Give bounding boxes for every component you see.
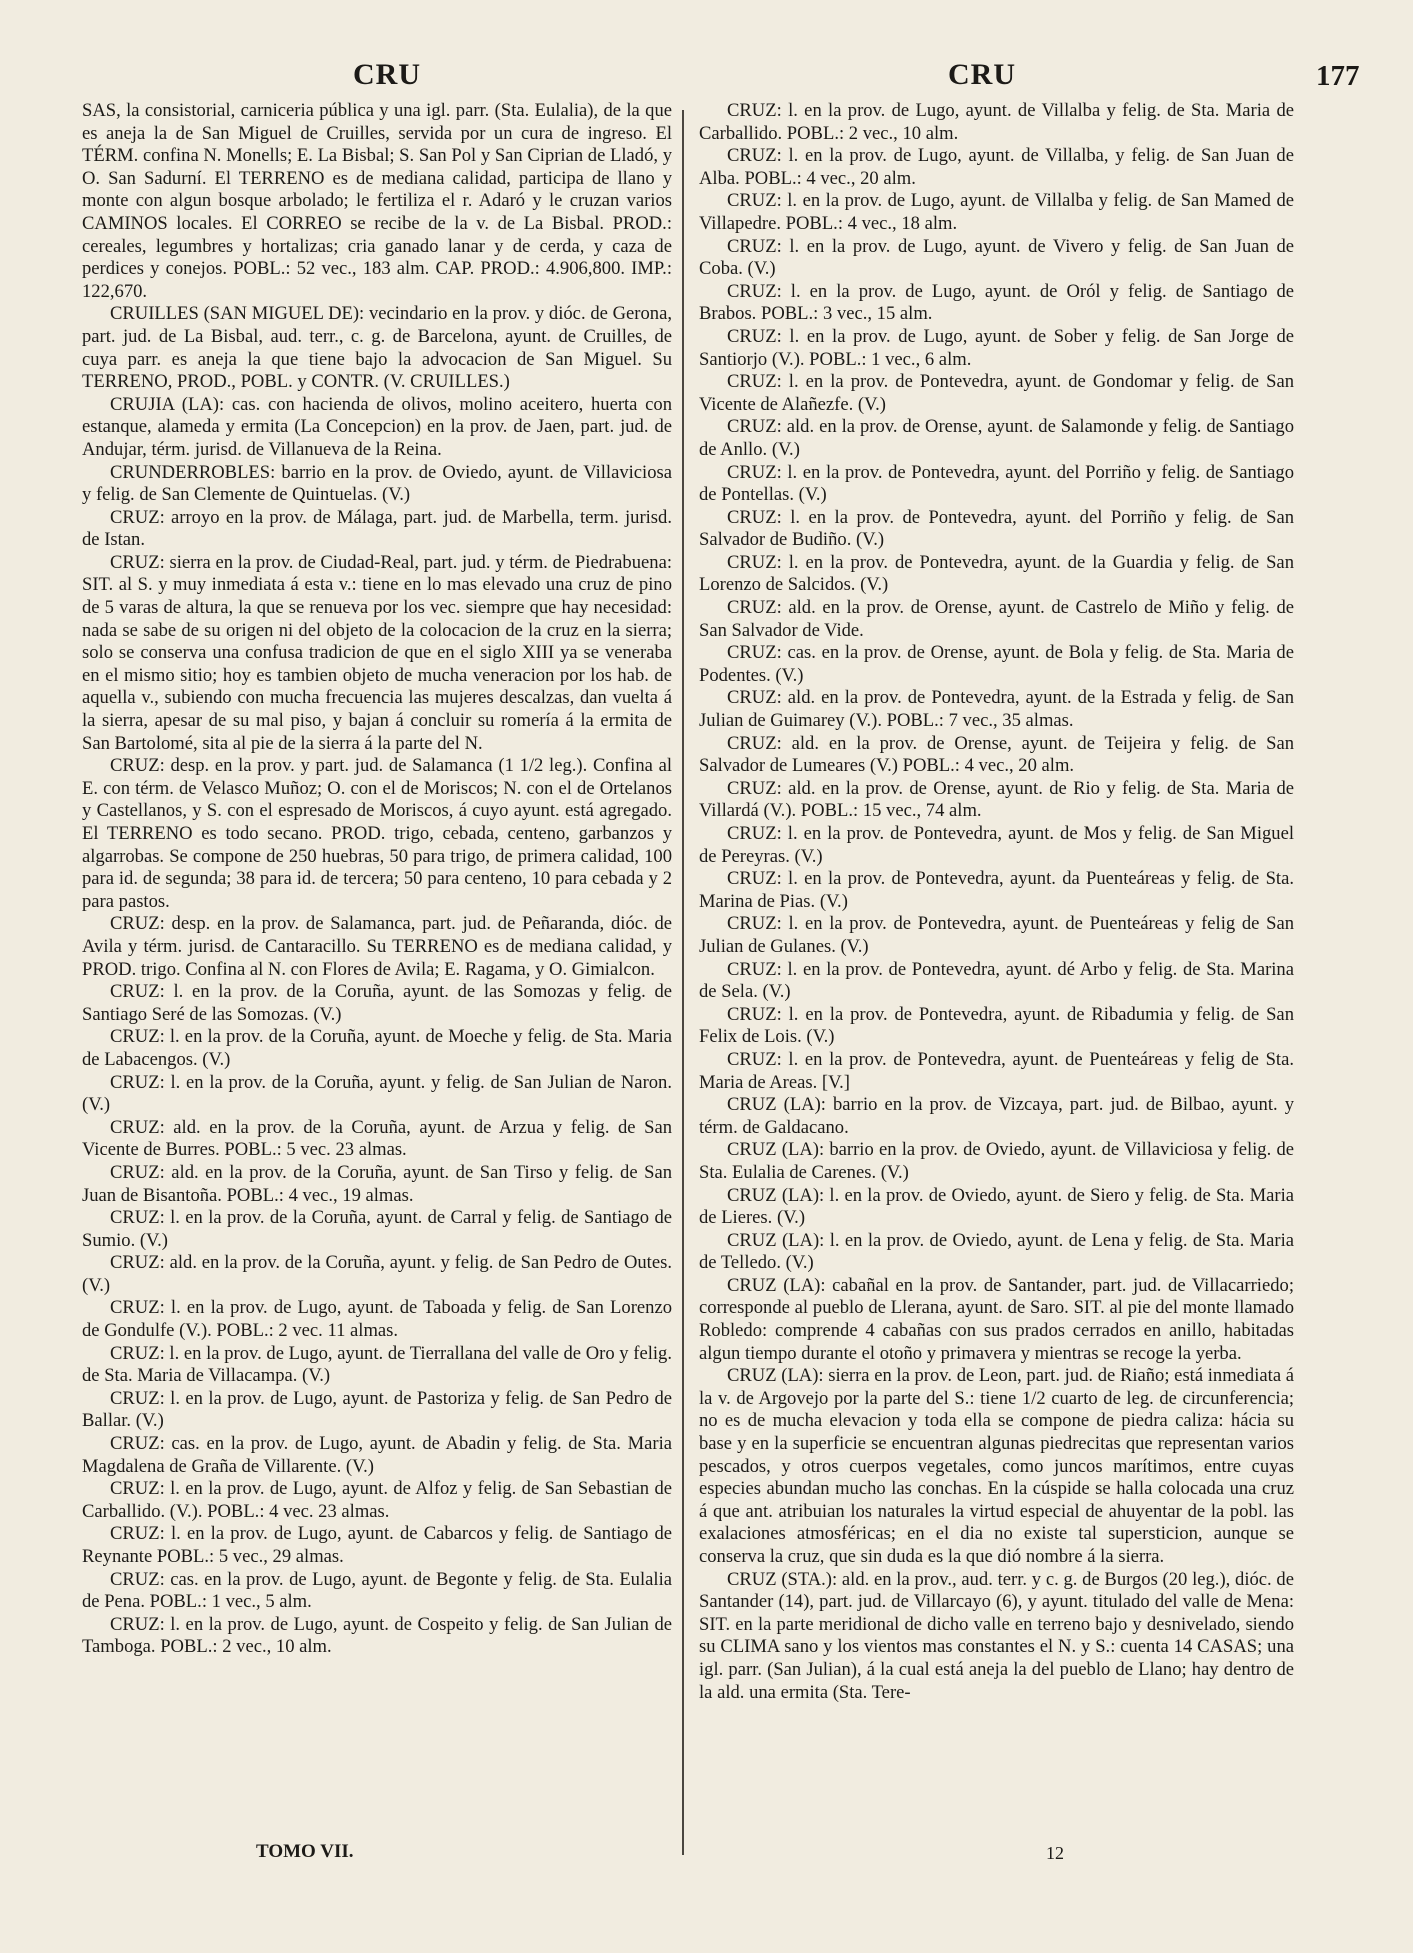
entry-paragraph: CRUZ: l. en la prov. de Pontevedra, ayunt. de Ribadumia y felig. de San Felix de Lois. (V.) <box>699 1003 1294 1048</box>
entry-paragraph: CRUZ (LA): barrio en la prov. de Vizcaya, part. jud. de Bilbao, ayunt. y térm. de Galdacano. <box>699 1094 1294 1138</box>
entry-paragraph: CRUJIA (LA): cas. con hacienda de olivos, molino aceitero, huerta con estanque, alameda y ermita (La Concepcion) en la prov. de Jaen, part. jud. de Andujar, térm. jurisd. de Villanueva de la Reina. <box>82 393 672 460</box>
entry-paragraph: CRUZ (LA): cabañal en la prov. de Santander, part. jud. de Villacarriedo; corresponde al pueblo de Llerana, ayunt. de Saro. SIT. al pie del monte llamado Robledo: comprende 4 cabañas con sus prados cerrados en anillo, habitadas algun tiempo durante el otoño y primavera y mientras se recoge la yerba. <box>699 1274 1294 1364</box>
entry-paragraph: CRUZ: l. en la prov. de la Coruña, ayunt. de Carral y felig. de Santiago de Sumio. (V.) <box>82 1207 672 1251</box>
running-head-left: CRU <box>353 58 421 91</box>
entry-paragraph: CRUNDERROBLES: barrio en la prov. de Oviedo, ayunt. de Villaviciosa y felig. de San Clemente de Quintuelas. (V.) <box>82 461 672 506</box>
entry-paragraph: CRUZ: cas. en la prov. de Lugo, ayunt. de Abadin y felig. de Sta. Maria Magdalena de Graña de Villarente. (V.) <box>82 1433 672 1477</box>
entry-paragraph: CRUZ: l. en la prov. de Lugo, ayunt. de Cabarcos y felig. de Santiago de Reynante POBL.: 5 vec., 29 almas. <box>82 1523 672 1567</box>
right-column <box>699 100 1294 1704</box>
entry-paragraph: CRUZ: ald. en la prov. de la Coruña, ayunt. y felig. de San Pedro de Outes. (V.) <box>82 1252 672 1296</box>
entry-paragraph: CRUZ: l. en la prov. de Lugo, ayunt. de Tierrallana del valle de Oro y felig. de Sta. Maria de Villacampa. (V.) <box>82 1342 672 1387</box>
entry-paragraph: CRUZ: desp. en la prov. y part. jud. de Salamanca (1 1/2 leg.). Confina al E. con térm. de Velasco Muñoz; O. con el de Moriscos; N. con el de Ortelanos y Castellanos, y S. con el espresado de Moriscos, á cuyo ayunt. está agregado. El TERRENO es todo secano. PROD. trigo, cebada, centeno, garbanzos y algarrobas. Se compone de 250 huebras, 50 para trigo, de primera calidad, 100 para id. de segunda; 38 para id. de tercera; 50 para centeno, 10 para cebada y 2 para pastos. <box>82 755 672 912</box>
entry-paragraph: CRUZ: arroyo en la prov. de Málaga, part. jud. de Marbella, term. jurisd. de Istan. <box>82 506 672 551</box>
entry-paragraph: CRUZ: l. en la prov. de la Coruña, ayunt. y felig. de San Julian de Naron. (V.) <box>82 1071 672 1116</box>
entry-paragraph: CRUZ: ald. en la prov. de Pontevedra, ayunt. de la Estrada y felig. de San Julian de Guimarey (V.). POBL.: 7 vec., 35 almas. <box>699 687 1294 732</box>
entry-paragraph: CRUZ: l. en la prov. de Pontevedra, ayunt. dé Arbo y felig. de Sta. Marina de Sela. (V.) <box>699 958 1294 1003</box>
entry-paragraph: SAS, la consistorial, carniceria pública y una igl. parr. (Sta. Eulalia), de la que es aneja la de San Miguel de Cruilles, servida por un cura de ingreso. El TÉRM. confina N. Monells; E. La Bisbal; S. San Pol y San Ciprian de Lladó, y O. San Sadurní. El TERRENO es de mediana calidad, participa de llano y monte con algun bosque arbolado; le fertiliza el r. Adaró y le cruzan varios CAMINOS locales. El CORREO se recibe de la v. de La Bisbal. PROD.: cereales, legumbres y hortalizas; cria ganado lanar y de cerda, y caza de perdices y conejos. POBL.: 52 vec., 183 alm. CAP. PROD.: 4.906,800. IMP.: 122,670. <box>82 100 672 302</box>
entry-paragraph: CRUZ: l. en la prov. de Lugo, ayunt. de Villalba, y felig. de San Juan de Alba. POBL.: 4 vec., 20 alm. <box>699 145 1294 189</box>
entry-paragraph: CRUZ (STA.): ald. en la prov., aud. terr. y c. g. de Burgos (20 leg.), dióc. de Santander (14), part. jud. de Villarcayo (6), y ayunt. titulado del valle de Mena: SIT. en la parte meridional de dicho valle en terreno bajo y desnivelado, siendo su CLIMA sano y los vientos mas constantes el N. y S.: cuenta 14 CASAS; una igl. parr. (San Julian), á la cual está aneja la del pueblo de Llano; hay dentro de la ald. una ermita (Sta. Tere- <box>699 1568 1294 1703</box>
entry-paragraph: CRUZ: l. en la prov. de Lugo, ayunt. de Cospeito y felig. de San Julian de Tamboga. POBL.: 2 vec., 10 alm. <box>82 1613 672 1658</box>
entry-paragraph: CRUZ (LA): l. en la prov. de Oviedo, ayunt. de Lena y felig. de Sta. Maria de Telledo. (V.) <box>699 1229 1294 1274</box>
entry-paragraph: CRUZ: l. en la prov. de Pontevedra, ayunt. de Puenteáreas y felig de Sta. Maria de Areas. [V.] <box>699 1048 1294 1093</box>
entry-paragraph: CRUZ: l. en la prov. de la Coruña, ayunt. de las Somozas y felig. de Santiago Seré de las Somozas. (V.) <box>82 981 672 1025</box>
left-column <box>82 100 672 1659</box>
entry-paragraph: CRUZ: l. en la prov. de Pontevedra, ayunt. del Porriño y felig. de San Salvador de Budiño. (V.) <box>699 506 1294 551</box>
entry-paragraph: CRUZ: ald. en la prov. de la Coruña, ayunt. de Arzua y felig. de San Vicente de Burres. POBL.: 5 vec. 23 almas. <box>82 1116 672 1161</box>
page-number: 177 <box>1316 60 1360 92</box>
entry-paragraph: CRUZ: l. en la prov. de Lugo, ayunt. de Alfoz y felig. de San Sebastian de Carballido. (V.). POBL.: 4 vec. 23 almas. <box>82 1478 672 1522</box>
entry-paragraph: CRUZ: l. en la prov. de Lugo, ayunt. de Oról y felig. de Santiago de Brabos. POBL.: 3 vec., 15 alm. <box>699 280 1294 325</box>
entry-paragraph: CRUZ: l. en la prov. de la Coruña, ayunt. de Moeche y felig. de Sta. Maria de Labacengos. (V.) <box>82 1026 672 1070</box>
entry-paragraph: CRUZ: l. en la prov. de Lugo, ayunt. de Villalba y felig. de San Mamed de Villapedre. POBL.: 4 vec., 18 alm. <box>699 190 1294 234</box>
entry-paragraph: CRUILLES (SAN MIGUEL DE): vecindario en la prov. y dióc. de Gerona, part. jud. de La Bisbal, aud. terr., c. g. de Barcelona, ayunt. de Cruilles, de cuya parr. es aneja la que tiene bajo la advocacion de San Miguel. Su TERRENO, PROD., POBL. y CONTR. (V. CRUILLES.) <box>82 303 672 393</box>
entry-paragraph: CRUZ: l. en la prov. de Pontevedra, ayunt. de Gondomar y felig. de San Vicente de Alañezfe. (V.) <box>699 371 1294 415</box>
entry-paragraph: CRUZ: l. en la prov. de Pontevedra, ayunt. del Porriño y felig. de Santiago de Pontellas. (V.) <box>699 461 1294 506</box>
entry-paragraph: CRUZ: ald. en la prov. de Orense, ayunt. de Salamonde y felig. de Santiago de Anllo. (V.) <box>699 416 1294 460</box>
running-head-right: CRU <box>948 58 1016 91</box>
entry-paragraph: CRUZ: l. en la prov. de Lugo, ayunt. de Sober y felig. de San Jorge de Santiorjo (V.). POBL.: 1 vec., 6 alm. <box>699 325 1294 370</box>
volume-label: TOMO VII. <box>256 1841 354 1862</box>
entry-paragraph: CRUZ: sierra en la prov. de Ciudad-Real, part. jud. y térm. de Piedrabuena: SIT. al S. y muy inmediata á esta v.: tiene en lo mas elevado una cruz de pino de 5 varas de altura, la que se renueva por los vec. siempre que hay necesidad: nada se sabe de su origen ni del objeto de la colocacion de la cruz en la sierra; solo se conserva una confusa tradicion de que en el siglo XIII ya se veneraba en el mismo sitio; hoy es tambien objeto de mucha veneracion por los hab. de aquella v., subiendo con mucha frecuencia las mujeres descalzas, dan vuelta á la sierra, apesar de su mal piso, y bajan á concluir su romería á la ermita de San Bartolomé, sita al pie de la sierra á la parte del N. <box>82 551 672 754</box>
entry-paragraph: CRUZ: l. en la prov. de Pontevedra, ayunt. de la Guardia y felig. de San Lorenzo de Salcidos. (V.) <box>699 551 1294 596</box>
entry-paragraph: CRUZ: l. en la prov. de Lugo, ayunt. de Pastoriza y felig. de San Pedro de Ballar. (V.) <box>82 1387 672 1432</box>
entry-paragraph: CRUZ: desp. en la prov. de Salamanca, part. jud. de Peñaranda, dióc. de Avila y térm. jurisd. de Cantaracillo. Su TERRENO es de mediana calidad, y PROD. trigo. Confina al N. con Flores de Avila; E. Ragama, y O. Gimialcon. <box>82 913 672 980</box>
column-divider <box>682 110 684 1855</box>
entry-paragraph: CRUZ: ald. en la prov. de Orense, ayunt. de Teijeira y felig. de San Salvador de Lumeares (V.) POBL.: 4 vec., 20 alm. <box>699 732 1294 777</box>
entry-paragraph: CRUZ: l. en la prov. de Lugo, ayunt. de Vivero y felig. de San Juan de Coba. (V.) <box>699 235 1294 280</box>
entry-paragraph: CRUZ (LA): sierra en la prov. de Leon, part. jud. de Riaño; está inmediata á la v. de Argovejo por la parte del S.: tiene 1/2 cuarto de leg. de circunferencia; no es de mucha elevacion y toda ella se compone de piedra caliza: hácia su base y en la superficie se encuentran algunas piedrecitas que representan varios pescados, y otros cuerpos vegetales, como juncos marítimos, entre cuyas especies abundan mucho las conchas. En la cúspide se halla colocada una cruz á que ant. atribuian los naturales la virtud especial de ahuyentar de la pobl. las exalaciones atmosféricas; en el dia no existe tal supersticion, aunque se conserva la cruz, que sin duda es la que dió nombre á la sierra. <box>699 1365 1294 1567</box>
entry-paragraph: CRUZ: l. en la prov. de Pontevedra, ayunt. de Mos y felig. de San Miguel de Pereyras. (V.) <box>699 823 1294 867</box>
entry-paragraph: CRUZ: ald. en la prov. de Orense, ayunt. de Castrelo de Miño y felig. de San Salvador de Vide. <box>699 597 1294 641</box>
entry-paragraph: CRUZ: cas. en la prov. de Lugo, ayunt. de Begonte y felig. de Sta. Eulalia de Pena. POBL.: 1 vec., 5 alm. <box>82 1568 672 1613</box>
entry-paragraph: CRUZ (LA): l. en la prov. de Oviedo, ayunt. de Siero y felig. de Sta. Maria de Lieres. (V.) <box>699 1184 1294 1229</box>
entry-paragraph: CRUZ: l. en la prov. de Lugo, ayunt. de Taboada y felig. de San Lorenzo de Gondulfe (V.). POBL.: 2 vec. 11 almas. <box>82 1297 672 1342</box>
entry-paragraph: CRUZ: ald. en la prov. de la Coruña, ayunt. de San Tirso y felig. de San Juan de Bisantoña. POBL.: 4 vec., 19 almas. <box>82 1161 672 1206</box>
entry-paragraph: CRUZ: l. en la prov. de Pontevedra, ayunt. de Puenteáreas y felig de San Julian de Gulanes. (V.) <box>699 913 1294 957</box>
entry-paragraph: CRUZ: ald. en la prov. de Orense, ayunt. de Rio y felig. de Sta. Maria de Villardá (V.). POBL.: 15 vec., 74 alm. <box>699 777 1294 822</box>
entry-paragraph: CRUZ: l. en la prov. de Pontevedra, ayunt. da Puenteáreas y felig. de Sta. Marina de Pias. (V.) <box>699 868 1294 912</box>
entry-paragraph: CRUZ: cas. en la prov. de Orense, ayunt. de Bola y felig. de Sta. Maria de Podentes. (V.) <box>699 642 1294 686</box>
signature-mark: 12 <box>1046 1843 1064 1863</box>
entry-paragraph: CRUZ (LA): barrio en la prov. de Oviedo, ayunt. de Villaviciosa y felig. de Sta. Eulalia de Carenes. (V.) <box>699 1139 1294 1183</box>
entry-paragraph: CRUZ: l. en la prov. de Lugo, ayunt. de Villalba y felig. de Sta. Maria de Carballido. POBL.: 2 vec., 10 alm. <box>699 100 1294 144</box>
